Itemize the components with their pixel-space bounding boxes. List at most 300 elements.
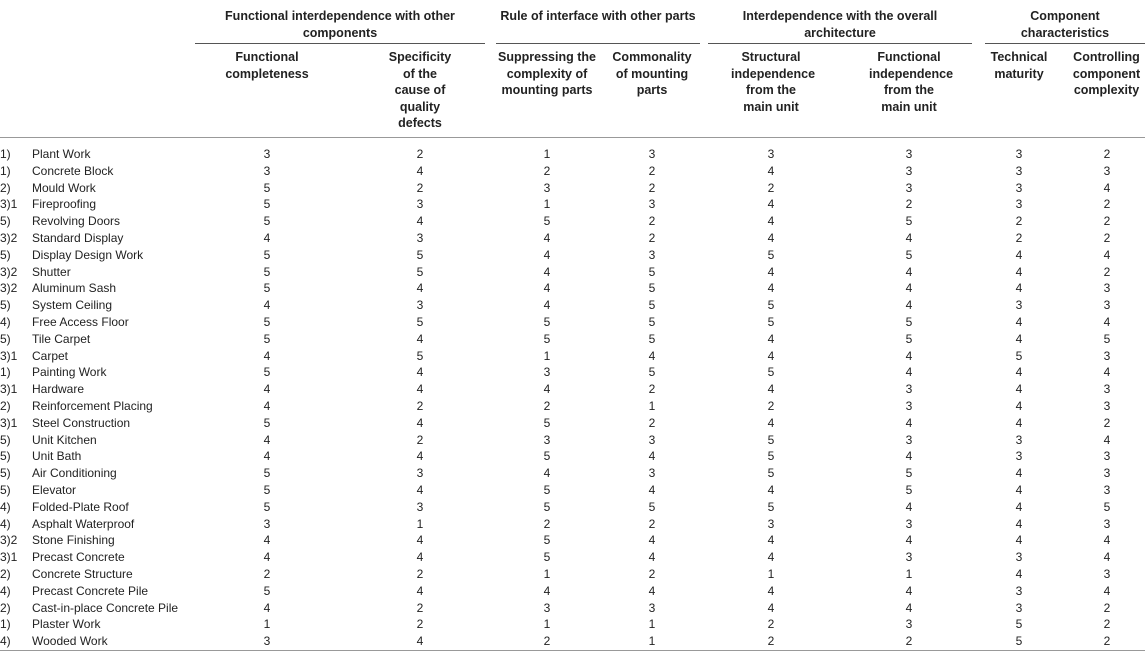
cell-value: 5: [263, 197, 271, 212]
group-rule: [985, 43, 1145, 44]
row-name: Precast Concrete: [32, 550, 125, 565]
cell-value: 3: [905, 550, 913, 565]
row-code: 4): [0, 499, 11, 514]
cell-value: 4: [767, 163, 775, 178]
row-name: Hardware: [32, 382, 85, 397]
cell-value: 3: [543, 365, 551, 380]
cell-value: 5: [1103, 331, 1111, 346]
cell-value: 5: [767, 499, 775, 514]
cell-value: 1: [905, 566, 913, 581]
cell-value: 5: [767, 247, 775, 262]
row-name: Plant Work: [32, 147, 91, 161]
cell-value: 4: [543, 264, 551, 279]
table-row: [0, 566, 1145, 583]
group-header-rule-of-interface: Rule of interface with other parts: [500, 9, 696, 23]
cell-value: 3: [1015, 550, 1023, 565]
cell-value: 3: [1015, 163, 1023, 178]
cell-value: 4: [1015, 264, 1023, 279]
cell-value: 4: [416, 583, 424, 598]
cell-value: 5: [543, 533, 551, 548]
cell-value: 4: [416, 550, 424, 565]
row-name: Precast Concrete Pile: [32, 583, 149, 598]
cell-value: 5: [263, 214, 271, 229]
cell-value: 1: [416, 516, 424, 531]
cell-value: 3: [1103, 281, 1111, 296]
group-rule: [496, 43, 700, 44]
cell-value: 4: [263, 449, 271, 464]
cell-value: 3: [263, 516, 271, 531]
row-name: Elevator: [32, 482, 77, 497]
cell-value: 5: [767, 449, 775, 464]
cell-value: 5: [648, 314, 656, 329]
row-name: Revolving Doors: [32, 214, 121, 229]
cell-value: 4: [416, 163, 424, 178]
row-code: 1): [0, 365, 11, 380]
footer-divider: [0, 650, 1145, 651]
cell-value: 4: [263, 348, 271, 363]
column-header-commonality: Commonality of mounting parts: [612, 50, 692, 97]
cell-value: 1: [767, 566, 775, 581]
cell-value: 5: [648, 331, 656, 346]
cell-value: 5: [263, 415, 271, 430]
cell-value: 4: [1015, 365, 1023, 380]
row-code: 2): [0, 600, 11, 615]
cell-value: 3: [905, 398, 913, 413]
table-row: [0, 247, 1145, 264]
cell-value: 4: [1103, 533, 1111, 548]
table-row: [0, 364, 1145, 381]
cell-value: 3: [1015, 147, 1023, 161]
row-name: Painting Work: [32, 365, 107, 380]
cell-value: 2: [1103, 415, 1111, 430]
cell-value: 4: [1103, 247, 1111, 262]
table-row: [0, 213, 1145, 230]
cell-value: 1: [263, 617, 271, 632]
cell-value: 4: [1015, 466, 1023, 481]
table-row: [0, 482, 1145, 499]
cell-value: 2: [648, 382, 656, 397]
cell-value: 4: [905, 281, 913, 296]
cell-value: 4: [1015, 247, 1023, 262]
cell-value: 4: [767, 533, 775, 548]
cell-value: 3: [1015, 449, 1023, 464]
cell-value: 4: [263, 533, 271, 548]
row-name: Folded-Plate Roof: [32, 499, 129, 514]
cell-value: 3: [1103, 516, 1111, 531]
column-header-controlling-complexity: Controlling component complexity: [1072, 50, 1141, 97]
row-name: Aluminum Sash: [32, 281, 117, 296]
cell-value: 5: [543, 314, 551, 329]
cell-value: 3: [905, 382, 913, 397]
cell-value: 2: [1103, 214, 1111, 229]
cell-value: 4: [767, 281, 775, 296]
row-name: Plaster Work: [32, 617, 101, 632]
cell-value: 5: [767, 466, 775, 481]
cell-value: 4: [767, 264, 775, 279]
cell-value: 2: [648, 415, 656, 430]
row-name: Stone Finishing: [32, 533, 115, 548]
cell-value: 2: [767, 617, 775, 632]
row-name: Concrete Structure: [32, 566, 133, 581]
cell-value: 4: [767, 230, 775, 245]
row-code: 3)2: [0, 533, 18, 548]
cell-value: 5: [1015, 348, 1023, 363]
table-row: [0, 600, 1145, 617]
cell-value: 5: [905, 482, 913, 497]
cell-value: 4: [905, 264, 913, 279]
row-code: 5): [0, 466, 11, 481]
cell-value: 5: [543, 331, 551, 346]
cell-value: 5: [767, 365, 775, 380]
cell-value: 2: [1103, 230, 1111, 245]
table-row: [0, 499, 1145, 516]
row-code: 3)1: [0, 550, 18, 565]
cell-value: 5: [767, 432, 775, 447]
cell-value: 4: [648, 348, 656, 363]
cell-value: 3: [648, 247, 656, 262]
cell-value: 3: [416, 466, 424, 481]
cell-value: 1: [543, 566, 551, 581]
cell-value: 4: [263, 382, 271, 397]
table-row: [0, 465, 1145, 482]
cell-value: 4: [1015, 499, 1023, 514]
cell-value: 4: [905, 348, 913, 363]
row-name: Steel Construction: [32, 415, 131, 430]
cell-value: 4: [1103, 314, 1111, 329]
cell-value: 4: [648, 550, 656, 565]
cell-value: 2: [905, 197, 913, 212]
cell-value: 3: [905, 617, 913, 632]
cell-value: 5: [767, 298, 775, 313]
row-name: Asphalt Waterproof: [32, 516, 135, 531]
cell-value: 4: [767, 382, 775, 397]
cell-value: 4: [416, 449, 424, 464]
cell-value: 3: [648, 466, 656, 481]
column-header-functional-completeness: Functional completeness: [225, 50, 309, 81]
table-row: [0, 415, 1145, 432]
cell-value: 5: [905, 466, 913, 481]
cell-value: 4: [1015, 314, 1023, 329]
cell-value: 5: [648, 264, 656, 279]
cell-value: 4: [1103, 365, 1111, 380]
row-code: 4): [0, 314, 11, 329]
cell-value: 4: [767, 550, 775, 565]
cell-value: 5: [416, 314, 424, 329]
cell-value: 4: [543, 583, 551, 598]
cell-value: 2: [767, 398, 775, 413]
row-code: 1): [0, 163, 11, 178]
table-row: [0, 180, 1145, 197]
cell-value: 5: [543, 550, 551, 565]
row-code: 3)2: [0, 264, 18, 279]
group-header-functional-interdependence: Functional interdependence with other components: [225, 9, 455, 40]
table-row: [0, 196, 1145, 213]
row-code: 5): [0, 331, 11, 346]
table-row: [0, 314, 1145, 331]
cell-value: 2: [648, 230, 656, 245]
cell-value: 4: [1015, 382, 1023, 397]
cell-value: 5: [263, 264, 271, 279]
row-code: 3)1: [0, 382, 18, 397]
row-name: Display Design Work: [32, 247, 144, 262]
cell-value: 3: [416, 298, 424, 313]
row-code: 3)1: [0, 415, 18, 430]
cell-value: 2: [416, 566, 424, 581]
column-header-technical-maturity: Technical maturity: [990, 50, 1048, 81]
cell-value: 4: [263, 398, 271, 413]
cell-value: 3: [416, 197, 424, 212]
cell-value: 3: [543, 600, 551, 615]
cell-value: 4: [648, 449, 656, 464]
cell-value: 2: [416, 180, 424, 195]
row-name: Mould Work: [32, 180, 96, 195]
cell-value: 5: [905, 331, 913, 346]
table-row: [0, 264, 1145, 281]
cell-value: 4: [905, 449, 913, 464]
cell-value: 1: [648, 617, 656, 632]
cell-value: 4: [648, 533, 656, 548]
table-body: [0, 146, 1145, 650]
cell-value: 2: [1103, 264, 1111, 279]
cell-value: 4: [767, 331, 775, 346]
cell-value: 5: [543, 214, 551, 229]
cell-value: 4: [1103, 432, 1111, 447]
cell-value: 4: [543, 466, 551, 481]
cell-value: 4: [1015, 281, 1023, 296]
cell-value: 2: [905, 634, 913, 649]
cell-value: 3: [648, 432, 656, 447]
table-row: [0, 398, 1145, 415]
cell-value: 4: [543, 298, 551, 313]
cell-value: 2: [648, 566, 656, 581]
cell-value: 5: [543, 499, 551, 514]
cell-value: 2: [648, 180, 656, 195]
cell-value: 4: [767, 583, 775, 598]
row-code: 4): [0, 583, 11, 598]
row-code: 5): [0, 432, 11, 447]
cell-value: 5: [263, 499, 271, 514]
row-code: 3)2: [0, 230, 18, 245]
cell-value: 5: [767, 314, 775, 329]
cell-value: 5: [648, 281, 656, 296]
cell-value: 3: [1015, 600, 1023, 615]
cell-value: 3: [648, 600, 656, 615]
cell-value: 2: [1015, 214, 1023, 229]
cell-value: 2: [416, 600, 424, 615]
cell-value: 4: [1015, 533, 1023, 548]
cell-value: 4: [1103, 180, 1111, 195]
cell-value: 5: [543, 449, 551, 464]
cell-value: 2: [648, 214, 656, 229]
cell-value: 5: [263, 466, 271, 481]
cell-value: 5: [543, 482, 551, 497]
cell-value: 5: [263, 314, 271, 329]
cell-value: 4: [263, 600, 271, 615]
cell-value: 4: [1015, 331, 1023, 346]
cell-value: 4: [767, 348, 775, 363]
cell-value: 3: [1015, 180, 1023, 195]
cell-value: 3: [767, 147, 775, 161]
row-name: Cast-in-place Concrete Pile: [32, 600, 179, 615]
row-name: Reinforcement Placing: [32, 398, 153, 413]
cell-value: 3: [263, 163, 271, 178]
cell-value: 3: [1015, 583, 1023, 598]
row-name: Tile Carpet: [32, 331, 91, 346]
row-name: Carpet: [32, 348, 69, 363]
cell-value: 4: [1015, 415, 1023, 430]
cell-value: 4: [263, 298, 271, 313]
row-code: 4): [0, 516, 11, 531]
row-code: 3)1: [0, 197, 18, 212]
row-code: 5): [0, 214, 11, 229]
cell-value: 3: [905, 432, 913, 447]
cell-value: 5: [416, 247, 424, 262]
cell-value: 4: [263, 550, 271, 565]
cell-value: 4: [416, 634, 424, 649]
cell-value: 3: [905, 516, 913, 531]
cell-value: 4: [416, 214, 424, 229]
cell-value: 4: [767, 482, 775, 497]
row-code: 3)1: [0, 348, 18, 363]
cell-value: 3: [1103, 348, 1111, 363]
cell-value: 4: [263, 230, 271, 245]
group-rule: [708, 43, 972, 44]
cell-value: 2: [543, 516, 551, 531]
column-header-suppressing-complexity: Suppressing the complexity of mounting parts: [498, 50, 596, 97]
cell-value: 4: [648, 583, 656, 598]
cell-value: 5: [648, 365, 656, 380]
cell-value: 3: [1103, 398, 1111, 413]
cell-value: 2: [1103, 617, 1111, 632]
row-name: Fireproofing: [32, 197, 97, 212]
table-row: [0, 549, 1145, 566]
row-code: 4): [0, 634, 11, 649]
cell-value: 5: [1015, 634, 1023, 649]
cell-value: 1: [648, 634, 656, 649]
cell-value: 4: [1015, 566, 1023, 581]
table-row: [0, 331, 1145, 348]
cell-value: 5: [263, 180, 271, 195]
cell-value: 4: [1015, 398, 1023, 413]
cell-value: 2: [416, 432, 424, 447]
cell-value: 4: [767, 197, 775, 212]
group-rule: [195, 43, 485, 44]
cell-value: 3: [767, 516, 775, 531]
cell-value: 2: [1103, 600, 1111, 615]
row-code: 1): [0, 147, 11, 161]
cell-value: 4: [905, 600, 913, 615]
cell-value: 2: [1015, 230, 1023, 245]
group-header-overall-architecture: Interdependence with the overall architecture: [742, 9, 938, 40]
cell-value: 4: [905, 298, 913, 313]
cell-value: 3: [1015, 432, 1023, 447]
cell-value: 4: [767, 214, 775, 229]
table-row: [0, 583, 1145, 600]
cell-value: 2: [543, 398, 551, 413]
row-code: 5): [0, 298, 11, 313]
row-name: Concrete Block: [32, 163, 114, 178]
cell-value: 3: [905, 180, 913, 195]
cell-value: 4: [543, 382, 551, 397]
table-row: [0, 381, 1145, 398]
cell-value: 2: [648, 163, 656, 178]
column-header-specificity: Specificity of the cause of quality defects: [388, 50, 452, 130]
header-divider: [0, 137, 1145, 138]
cell-value: 2: [416, 398, 424, 413]
cell-value: 3: [648, 147, 656, 161]
cell-value: 3: [1103, 466, 1111, 481]
cell-value: 2: [767, 634, 775, 649]
row-code: 5): [0, 449, 11, 464]
cell-value: 4: [263, 432, 271, 447]
cell-value: 4: [767, 415, 775, 430]
cell-value: 3: [648, 197, 656, 212]
cell-value: 3: [905, 147, 913, 161]
row-name: Free Access Floor: [32, 314, 129, 329]
cell-value: 5: [1015, 617, 1023, 632]
row-code: 5): [0, 247, 11, 262]
cell-value: 4: [905, 365, 913, 380]
cell-value: 4: [416, 331, 424, 346]
cell-value: 5: [905, 314, 913, 329]
cell-value: 2: [767, 180, 775, 195]
cell-value: 4: [543, 230, 551, 245]
cell-value: 4: [905, 499, 913, 514]
table-row: [0, 163, 1145, 180]
cell-value: 4: [416, 533, 424, 548]
table-row: [0, 616, 1145, 633]
cell-value: 4: [767, 600, 775, 615]
cell-value: 5: [263, 365, 271, 380]
cell-value: 3: [416, 499, 424, 514]
cell-value: 5: [1103, 499, 1111, 514]
cell-value: 2: [1103, 197, 1111, 212]
cell-value: 3: [263, 147, 271, 161]
cell-value: 3: [543, 180, 551, 195]
cell-value: 4: [416, 482, 424, 497]
cell-value: 2: [416, 147, 424, 161]
cell-value: 2: [263, 566, 271, 581]
row-name: Air Conditioning: [32, 466, 117, 481]
cell-value: 1: [543, 617, 551, 632]
table-row: [0, 516, 1145, 533]
cell-value: 2: [543, 163, 551, 178]
row-name: Shutter: [32, 264, 71, 279]
table-row: [0, 448, 1145, 465]
cell-value: 5: [905, 247, 913, 262]
row-name: Wooded Work: [32, 634, 108, 649]
cell-value: 3: [543, 432, 551, 447]
cell-value: 4: [905, 415, 913, 430]
row-name: System Ceiling: [32, 298, 113, 313]
cell-value: 3: [1103, 382, 1111, 397]
cell-value: 1: [543, 147, 551, 161]
cell-value: 3: [416, 230, 424, 245]
cell-value: 5: [543, 415, 551, 430]
row-code: 2): [0, 566, 11, 581]
table-row: [0, 633, 1145, 650]
table-row: [0, 532, 1145, 549]
table-row: [0, 432, 1145, 449]
cell-value: 1: [543, 197, 551, 212]
column-header-functional-independence: Functional independence from the main unit: [869, 50, 954, 114]
row-code: 1): [0, 617, 11, 632]
cell-value: 2: [648, 516, 656, 531]
row-code: 2): [0, 180, 11, 195]
cell-value: 5: [905, 214, 913, 229]
cell-value: 4: [416, 365, 424, 380]
group-header-component-characteristics: Component characteristics: [1020, 9, 1110, 40]
